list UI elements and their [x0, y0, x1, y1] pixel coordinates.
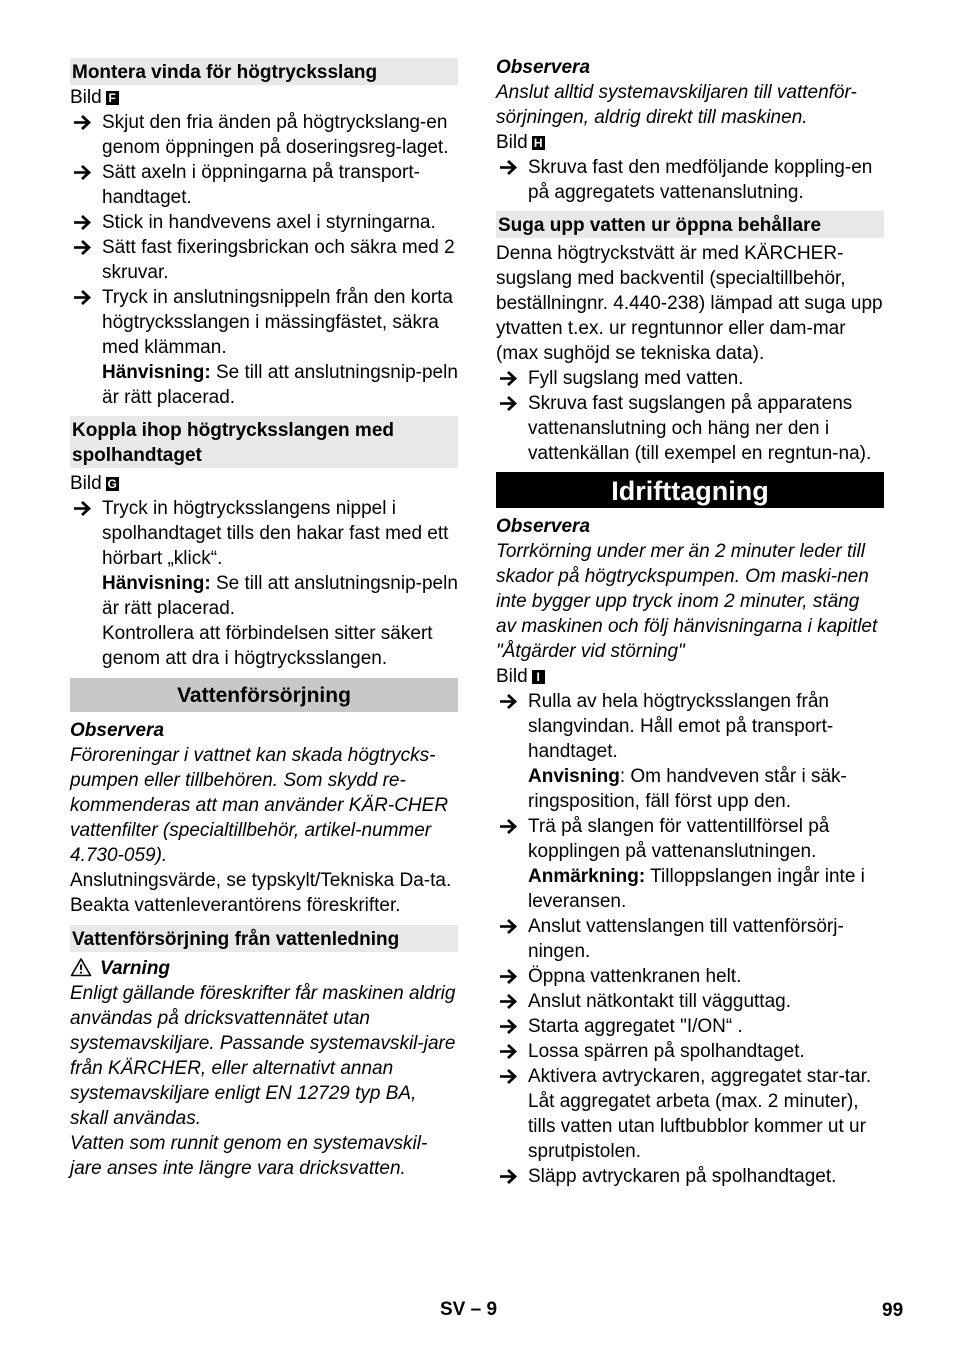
right-arrow-icon [498, 155, 520, 180]
warning-triangle-icon [70, 957, 92, 977]
observe-text: Torrkörning under mer än 2 minuter leder till skador på högtryckspumpen. Om maski-nen inte bygger upp tryck inom 2 minuter, stäng av maskinen och följ hänvisningarna i kapitlet "Åtgärder vid störning" [496, 541, 878, 662]
figure-reference: Bild I [496, 664, 884, 689]
right-arrow-icon [498, 689, 520, 714]
right-arrow-icon [498, 964, 520, 989]
step-note: Anmärkning: Tilloppslangen ingår inte i leveransen. [528, 866, 865, 912]
instruction-step: Släpp avtryckaren på spolhandtaget. [496, 1164, 884, 1189]
instruction-step: Sätt fast fixeringsbrickan och säkra med 2 skruvar. [70, 235, 458, 285]
instruction-step: Stick in handvevens axel i styrningarna. [70, 210, 458, 235]
step-note: Hänvisning: Se till att anslutningsnip-peln är rätt placerad. [102, 362, 458, 408]
instruction-step: Aktivera avtryckaren, aggregatet star-tar. [496, 1064, 884, 1089]
instruction-step: Trä på slangen för vattentillförsel på kopplingen på vattenanslutningen. [496, 814, 884, 864]
right-arrow-icon [498, 1164, 520, 1189]
footer-page-number: 99 [882, 1300, 904, 1321]
warning-text: Enligt gällande föreskrifter får maskinen aldrig användas på dricksvattennätet utan systemavskiljare. Passande systemavskil-jare från KÄRCHER, eller alternativt annan systemavskiljare enligt EN 12729 typ BA, skall användas. [70, 983, 456, 1129]
figure-letter-badge: G [107, 477, 117, 491]
right-arrow-icon [72, 496, 94, 521]
step-note: Hänvisning: Se till att anslutningsnip-peln är rätt placerad. [102, 573, 458, 619]
instruction-step: Skruva fast sugslangen på apparatens vattenanslutning och häng ner den i vattenkällan (till exempel en regntun-na). [496, 391, 884, 466]
instruction-step: Tryck in anslutningsnippeln från den korta högtrycksslangen i mässingfästet, säkra med klämman. [70, 285, 458, 360]
instruction-step: Starta aggregatet "I/ON“ . [496, 1014, 884, 1039]
instruction-step: Lossa spärren på spolhandtaget. [496, 1039, 884, 1064]
observe-text: Föroreningar i vattnet kan skada högtrycks-pumpen eller tillbehören. Som skydd re-kommenderas att man använder KÄR-CHER vattenfilter (specialtillbehör, artikel-nummer 4.730-059). [70, 745, 449, 866]
right-arrow-icon [72, 210, 94, 235]
instruction-step: Anslut vattenslangen till vattenförsörj-ningen. [496, 914, 884, 964]
instruction-step: Tryck in högtrycksslangens nippel i spolhandtaget tills den hakar fast med ett hörbart „klick“. [70, 496, 458, 571]
paragraph: Anslutningsvärde, se typskylt/Tekniska Da-ta. [70, 870, 452, 891]
instruction-step: Skruva fast den medföljande koppling-en på aggregatets vattenanslutning. [496, 155, 884, 205]
right-arrow-icon [498, 391, 520, 416]
instruction-step: Fyll sugslang med vatten. [496, 366, 884, 391]
section-heading: Koppla ihop högtrycksslangen med spolhandtaget [70, 416, 458, 468]
right-arrow-icon [498, 1064, 520, 1089]
step-extra: Låt aggregatet arbeta (max. 2 minuter), tills vatten utan luftbubblor kommer ut ur sprutpistolen. [528, 1091, 866, 1162]
right-arrow-icon [72, 235, 94, 260]
right-arrow-icon [498, 1014, 520, 1039]
section-heading: Montera vinda för högtrycksslang [70, 58, 458, 85]
paragraph: Beakta vattenleverantörens föreskrifter. [70, 895, 401, 916]
paragraph: Denna högtryckstvätt är med KÄRCHER-sugslang med backventil (specialtillbehör, beställningnr. 4.440-238) lämpad att suga upp ytvatten t.ex. ur regntunnor eller dam-mar (max sughöjd se tekniska data). [496, 243, 883, 364]
right-arrow-icon [498, 366, 520, 391]
right-column [496, 55, 884, 1189]
observe-label: Observera [496, 516, 591, 537]
section-heading: Vattenförsörjning från vattenledning [70, 925, 458, 952]
figure-reference: Bild F [70, 85, 458, 110]
instruction-step: Sätt axeln i öppningarna på transport-handtaget. [70, 160, 458, 210]
instruction-step: Rulla av hela högtrycksslangen från slangvindan. Håll emot på transport-handtaget. [496, 689, 884, 764]
right-arrow-icon [72, 160, 94, 185]
section-heading: Suga upp vatten ur öppna behållare [496, 211, 884, 238]
chapter-heading: Idrifttagning [496, 472, 884, 508]
figure-letter-badge: I [532, 670, 545, 684]
observe-label: Observera [70, 720, 165, 741]
left-column [70, 55, 458, 1181]
right-arrow-icon [498, 989, 520, 1014]
figure-letter-badge: F [106, 91, 119, 105]
right-arrow-icon [498, 914, 520, 939]
observe-text: Anslut alltid systemavskiljaren till vattenför-sörjningen, aldrig direkt till maskinen. [496, 82, 857, 128]
step-note: Anvisning: Om handveven står i säk-ringsposition, fäll först upp den. [528, 766, 847, 812]
step-extra: Kontrollera att förbindelsen sitter säkert genom att dra i högtrycksslangen. [102, 623, 433, 669]
observe-label: Observera [496, 57, 591, 78]
warning-label-row: Varning [70, 956, 458, 981]
right-arrow-icon [72, 285, 94, 310]
figure-reference: Bild G [70, 473, 117, 494]
section-heading: Vattenförsörjning [70, 678, 458, 712]
instruction-step: Anslut nätkontakt till vägguttag. [496, 989, 884, 1014]
figure-letter-badge: H [532, 136, 545, 150]
right-arrow-icon [72, 110, 94, 135]
footer-section-label: SV – 9 [440, 1299, 498, 1320]
warning-text: Vatten som runnit genom en systemavskil-jare anses inte längre vara dricksvatten. [70, 1133, 428, 1179]
right-arrow-icon [498, 814, 520, 839]
right-arrow-icon [498, 1039, 520, 1064]
figure-reference: Bild H [496, 130, 884, 155]
instruction-step: Skjut den fria änden på högtryckslang-en genom öppningen på doseringsreg-laget. [70, 110, 458, 160]
instruction-step: Öppna vattenkranen helt. [496, 964, 884, 989]
